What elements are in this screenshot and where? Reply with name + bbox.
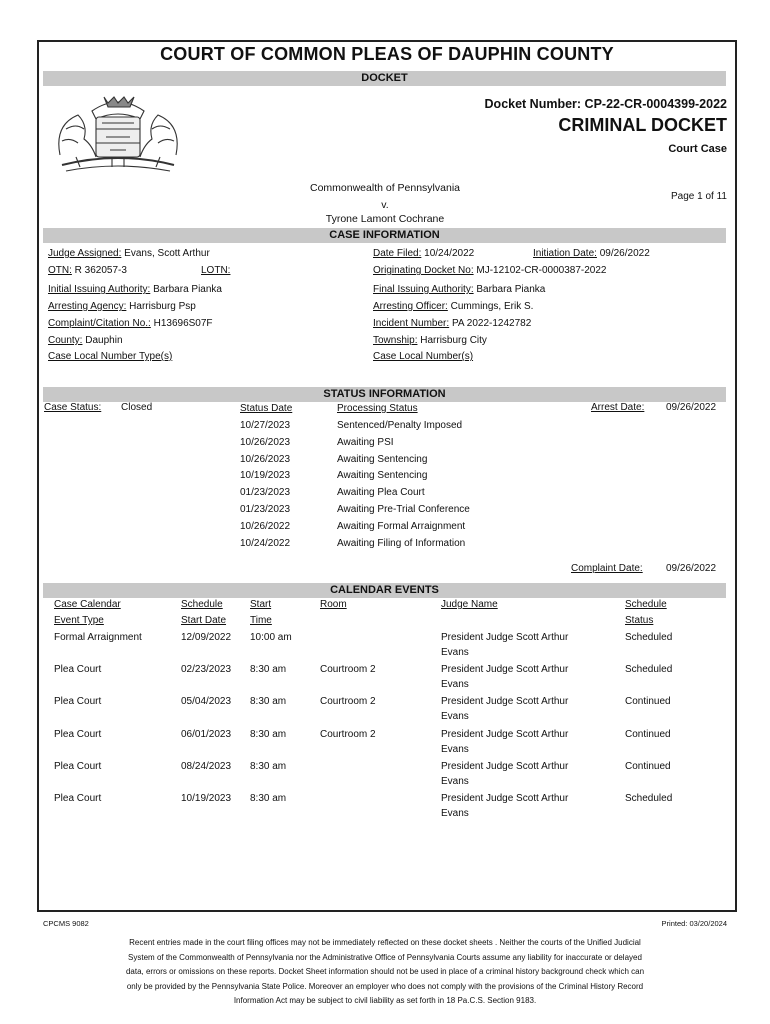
start-date: 08/24/2023	[181, 760, 232, 772]
status-date-header: Status Date	[240, 403, 293, 414]
arresting-officer	[373, 301, 533, 312]
label: Date Filed:	[373, 248, 422, 259]
status-date: 10/26/2023	[240, 453, 291, 465]
processing-status: Awaiting PSI	[337, 436, 394, 448]
status-date: 10/19/2023	[240, 470, 291, 482]
judge-name: President Judge Scott Arthur	[441, 664, 569, 676]
value: R 362057-3	[74, 265, 127, 276]
value: MJ-12102-CR-0000387-2022	[476, 265, 607, 276]
case-local-number: Case Local Number(s)	[373, 351, 474, 362]
judge-name: President Judge Scott Arthur	[441, 793, 569, 804]
start-date: 02/23/2023	[181, 664, 232, 676]
schedule-status: Scheduled	[625, 632, 673, 643]
judge-name-cont: Evans	[441, 711, 469, 723]
status-date: 10/24/2022	[240, 537, 291, 549]
value: Dauphin	[85, 335, 123, 346]
value: H13696S07F	[153, 318, 213, 329]
arresting-agency	[48, 301, 196, 312]
judge-name-cont: Evans	[441, 743, 469, 755]
initial-issuing-authority	[48, 284, 222, 295]
judge-name-cont: Evans	[441, 647, 469, 658]
calendar-events-bar: CALENDAR EVENTS	[43, 583, 726, 598]
col-status-1: Schedule	[625, 599, 667, 610]
start-time: 8:30 am	[250, 664, 287, 676]
initiation-date	[533, 248, 650, 259]
lotn-label: LOTN:	[201, 265, 231, 276]
disclaimer-line: data, errors or omissions on these reports. Docket Sheet information should not be used in place of a criminal history background check which can	[125, 967, 645, 976]
event-type: Plea Court	[54, 664, 102, 676]
complaint-date-label: Complaint Date:	[571, 563, 643, 574]
docket-bar: DOCKET	[43, 71, 726, 86]
value: 09/26/2022	[599, 248, 650, 259]
processing-status: Awaiting Plea Court	[337, 487, 425, 499]
start-time: 10:00 am	[250, 632, 292, 643]
caption-plaintiff: Commonwealth of Pennsylvania	[310, 182, 460, 194]
complaint-date-value: 09/26/2022	[666, 563, 717, 574]
status-date: 10/26/2022	[240, 520, 291, 532]
col-judge-name: Judge Name	[441, 599, 498, 610]
value: PA 2022-1242782	[451, 318, 532, 329]
schedule-status: Continued	[625, 728, 671, 740]
caption-defendant: Tyrone Lamont Cochrane	[325, 213, 445, 225]
processing-status: Awaiting Filing of Information	[337, 537, 466, 549]
value: 10/24/2022	[424, 248, 475, 259]
status-date: 10/27/2023	[240, 420, 291, 431]
value: Barbara Pianka	[153, 284, 222, 295]
col-start-date-1: Schedule	[181, 599, 223, 610]
value: Harrisburg City	[420, 335, 487, 346]
label: Originating Docket No:	[373, 265, 474, 276]
label: Final Issuing Authority:	[373, 284, 474, 295]
label: Township:	[373, 335, 418, 346]
col-start-time-2: Time	[250, 615, 272, 626]
room: Courtroom 2	[320, 696, 376, 708]
judge-name: President Judge Scott Arthur	[441, 728, 569, 740]
col-status-2: Status	[625, 615, 654, 626]
value: Barbara Pianka	[476, 284, 546, 295]
room: Courtroom 2	[320, 664, 376, 676]
event-type: Plea Court	[54, 760, 102, 772]
judge-name: President Judge Scott Arthur	[441, 632, 569, 643]
label: Complaint/Citation No.:	[48, 318, 151, 329]
arrest-date-value: 09/26/2022	[666, 402, 717, 413]
case-information-bar: CASE INFORMATION	[43, 228, 726, 243]
label: Judge Assigned:	[48, 248, 122, 259]
schedule-status: Scheduled	[625, 664, 673, 676]
event-type: Plea Court	[54, 793, 102, 804]
originating-docket	[373, 265, 606, 276]
complaint-citation	[48, 318, 213, 329]
value: Harrisburg Psp	[129, 301, 196, 312]
disclaimer-line: Recent entries made in the court filing offices may not be immediately reflected on these docket sheets . Neither the courts of the Unified Judicial	[129, 938, 641, 947]
processing-status-header: Processing Status	[337, 403, 418, 414]
label: Case Status:	[44, 402, 102, 413]
col-start-time-1: Start	[250, 599, 272, 610]
start-time: 8:30 am	[250, 760, 287, 772]
county	[48, 335, 123, 346]
case-local-number-type: Case Local Number Type(s)	[48, 351, 173, 362]
processing-status: Awaiting Sentencing	[337, 470, 428, 482]
start-date: 10/19/2023	[181, 793, 232, 804]
processing-status: Awaiting Pre-Trial Conference	[337, 504, 470, 515]
case-status-value: Closed	[121, 402, 153, 413]
start-time: 8:30 am	[250, 696, 287, 708]
start-time: 8:30 am	[250, 728, 287, 740]
label: Incident Number:	[373, 318, 450, 329]
judge-assigned	[48, 248, 210, 259]
event-type: Formal Arraignment	[54, 632, 142, 643]
col-start-date-2: Start Date	[181, 615, 227, 626]
status-date: 01/23/2023	[240, 487, 291, 499]
label: Initiation Date:	[533, 248, 597, 259]
processing-status: Sentenced/Penalty Imposed	[337, 420, 463, 431]
room: Courtroom 2	[320, 728, 376, 740]
event-type: Plea Court	[54, 696, 102, 708]
arrest-date-label: Arrest Date:	[591, 402, 645, 413]
value: Cummings, Erik S.	[450, 301, 534, 312]
processing-status: Awaiting Sentencing	[337, 453, 428, 465]
start-date: 05/04/2023	[181, 696, 232, 708]
col-event-type-1: Case Calendar	[54, 599, 121, 610]
date-filed	[373, 248, 474, 259]
incident-number	[373, 318, 531, 329]
township	[373, 335, 487, 346]
docket-number: Docket Number: CP-22-CR-0004399-2022	[484, 97, 727, 111]
value: Evans, Scott Arthur	[124, 248, 210, 259]
status-date: 10/26/2023	[240, 436, 291, 448]
docket-type: CRIMINAL DOCKET	[558, 115, 727, 135]
label: Arresting Agency:	[48, 301, 127, 312]
start-date: 06/01/2023	[181, 728, 232, 740]
schedule-status: Continued	[625, 696, 671, 708]
judge-name-cont: Evans	[441, 679, 469, 691]
start-date: 12/09/2022	[181, 632, 232, 643]
judge-name: President Judge Scott Arthur	[441, 760, 569, 772]
event-type: Plea Court	[54, 728, 102, 740]
start-time: 8:30 am	[250, 793, 287, 804]
status-information-bar: STATUS INFORMATION	[43, 387, 726, 402]
final-issuing-authority	[373, 284, 545, 295]
caption-versus: v.	[381, 199, 389, 211]
disclaimer	[80, 936, 690, 1009]
case-kind: Court Case	[668, 143, 727, 155]
judge-name-cont: Evans	[441, 808, 469, 819]
col-room: Room	[320, 599, 347, 610]
status-date: 01/23/2023	[240, 504, 291, 515]
disclaimer-line: only be provided by the Pennsylvania State Police. Moreover an employer who does not comply with the provisions of the Criminal History Record	[126, 981, 644, 991]
label: County:	[48, 335, 83, 346]
schedule-status: Scheduled	[625, 793, 673, 804]
disclaimer-line: System of the Commonwealth of Pennsylvania nor the Administrative Office of Pennsylvania Courts assume any liability for inaccurate or delayed	[128, 952, 642, 962]
label: Initial Issuing Authority:	[48, 284, 151, 295]
processing-status: Awaiting Formal Arraignment	[337, 520, 466, 532]
pennsylvania-seal-icon	[52, 93, 184, 179]
case-status	[44, 402, 101, 413]
schedule-status: Continued	[625, 760, 671, 772]
judge-name: President Judge Scott Arthur	[441, 696, 569, 708]
form-id: CPCMS 9082	[43, 919, 89, 928]
col-event-type-2: Event Type	[54, 615, 104, 626]
otn	[48, 265, 127, 276]
label: OTN:	[48, 265, 72, 276]
label: Arresting Officer:	[373, 301, 448, 312]
page-number: Page 1 of 11	[671, 191, 727, 202]
judge-name-cont: Evans	[441, 775, 469, 787]
court-title: COURT OF COMMON PLEAS OF DAUPHIN COUNTY	[160, 44, 614, 64]
printed-date: Printed: 03/20/2024	[661, 919, 727, 928]
disclaimer-line: Information Act may be subject to civil liability as set forth in 18 Pa.C.S. Section 9183.	[233, 996, 537, 1005]
